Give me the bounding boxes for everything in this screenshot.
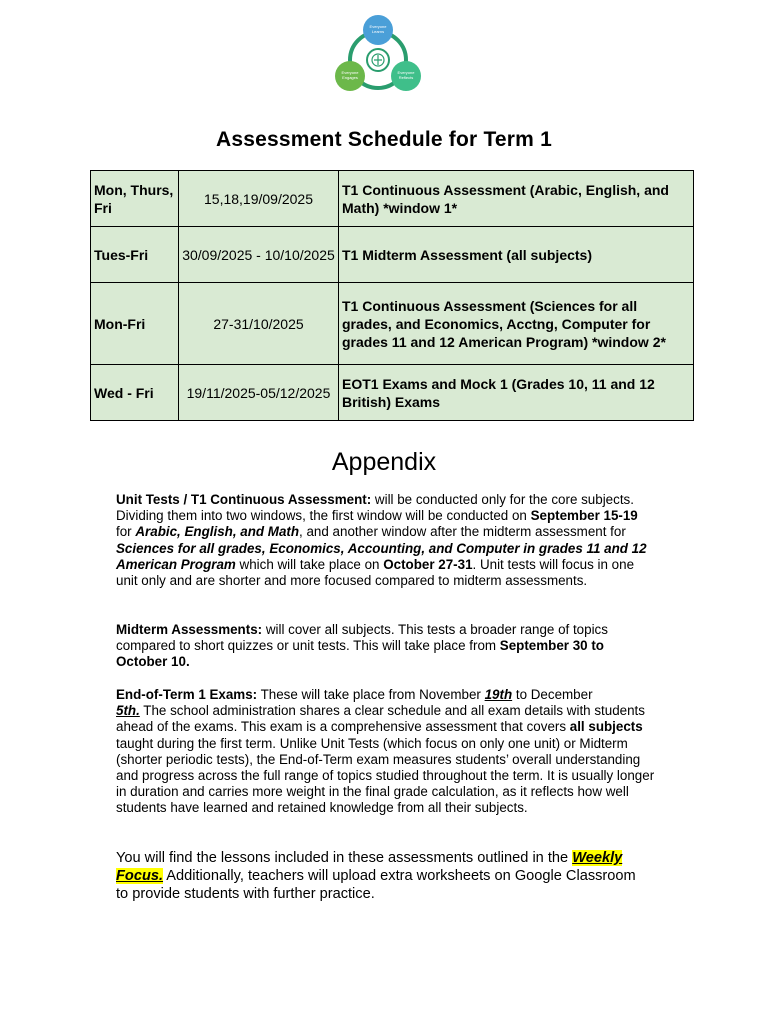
paragraph-text: to December <box>512 687 593 702</box>
paragraph-text: The school administration shares a clear schedule and all exam details with students ahead of the exams. This exam is a comprehensive assessment that covers <box>116 703 645 735</box>
unit-tests-label: Unit Tests / T1 Continuous Assessment: <box>116 492 372 507</box>
schedule-dates-cell: 15,18,19/09/2025 <box>179 171 339 227</box>
svg-text:Everyone: Everyone <box>369 24 387 29</box>
unit-tests-subjects-1: Arabic, English, and Math <box>135 524 300 540</box>
closing-paragraph <box>116 849 636 903</box>
page-title: Assessment Schedule for Term 1 <box>216 128 552 151</box>
school-logo <box>330 14 426 98</box>
paragraph-text: will be conducted only for the core subjects. Dividing them into two windows, the first window will be conducted on <box>116 492 634 524</box>
schedule-dates-cell: 30/09/2025 - 10/10/2025 <box>179 227 339 283</box>
schedule-dates-cell: 19/11/2025-05/12/2025 <box>179 365 339 421</box>
unit-tests-subjects-2: Sciences for all grades, Economics, Accounting, and Computer in grades 11 and 12 American Program <box>116 540 647 572</box>
end-of-term-paragraph <box>116 687 656 817</box>
midterm-paragraph <box>116 622 656 671</box>
table-row <box>91 365 694 421</box>
unit-tests-date-1: September 15-19 <box>530 508 638 524</box>
schedule-days-cell: Mon, Thurs, Fri <box>91 171 179 227</box>
appendix-heading: Appendix <box>331 448 437 476</box>
weekly-focus-highlight: Weekly Focus. <box>116 850 623 884</box>
end-of-term-emphasis: all subjects <box>569 719 643 735</box>
table-row <box>91 171 694 227</box>
paragraph-text: . Unit tests will focus in one unit only and are shorter and more focused compared to midterm assessments. <box>116 556 635 589</box>
svg-text:Everyone: Everyone <box>341 70 359 75</box>
paragraph-text: , and another window after the midterm assessment for <box>299 524 626 540</box>
end-of-term-end-date: 5th. <box>116 703 140 719</box>
end-of-term-start-date: 19th <box>484 687 513 702</box>
paragraph-text: These will take place from November <box>257 687 485 702</box>
paragraph-text: taught during the first term. Unlike Unit Tests (which focus on only one unit) or Midterm (shorter periodic tests), the End-of-Term exam measures students’ overall understanding and progress across the full range of topics studied throughout the term. It is usually longer in duration and carries more weight in the final grade calculation, as it reflects how well students have learned and retained knowledge from all their subjects. <box>116 735 655 816</box>
schedule-days-cell: Mon-Fri <box>91 283 179 365</box>
table-row <box>91 283 694 365</box>
svg-text:Learns: Learns <box>371 29 385 34</box>
paragraph-text: You will find the lessons included in these assessments outlined in the <box>116 850 573 866</box>
schedule-description-cell: T1 Continuous Assessment (Sciences for all grades, and Economics, Acctng, Computer for grades 11 and 12 American Program) *window 2* <box>339 283 694 365</box>
midterm-dates: September 30 to October 10. <box>116 638 604 670</box>
schedule-days-cell: Tues-Fri <box>91 227 179 283</box>
paragraph-text: which will take place on <box>235 556 384 572</box>
end-of-term-label: End-of-Term 1 Exams: <box>116 687 258 702</box>
schedule-dates-cell: 27-31/10/2025 <box>179 283 339 365</box>
paragraph-text: for <box>116 524 136 540</box>
midterm-label: Midterm Assessments: <box>116 622 263 637</box>
schedule-description-cell: EOT1 Exams and Mock 1 (Grades 10, 11 and 12 British) Exams <box>339 365 694 421</box>
assessment-schedule-table <box>90 170 694 421</box>
paragraph-text: Additionally, teachers will upload extra worksheets on Google Classroom to provide students with further practice. <box>116 868 636 902</box>
table-row <box>91 227 694 283</box>
svg-text:Engages: Engages <box>342 75 358 80</box>
svg-text:Reflects: Reflects <box>398 75 414 80</box>
unit-tests-paragraph <box>116 492 656 589</box>
schedule-days-cell: Wed - Fri <box>91 365 179 421</box>
schedule-description-cell: T1 Midterm Assessment (all subjects) <box>339 227 694 283</box>
unit-tests-date-2: October 27-31 <box>383 556 473 572</box>
svg-text:Everyone: Everyone <box>397 70 415 75</box>
schedule-description-cell: T1 Continuous Assessment (Arabic, English, and Math) *window 1* <box>339 171 694 227</box>
paragraph-text: will cover all subjects. This tests a broader range of topics compared to short quizzes or unit tests. This will take place from <box>116 622 608 654</box>
